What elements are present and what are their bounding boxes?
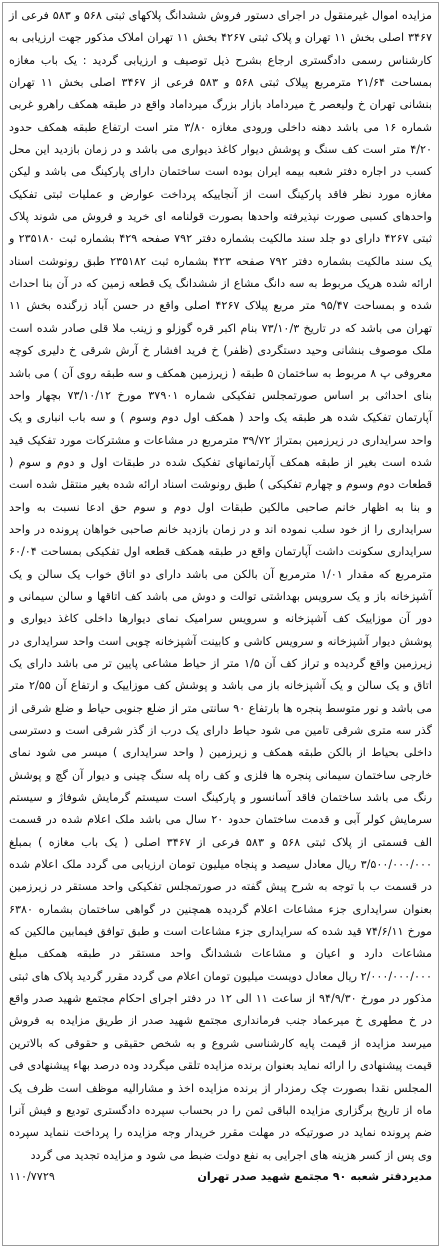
auction-notice: [2, 2, 439, 1246]
notice-body-text: مزایده اموال غیرمنقول در اجرای دستور فروش ششدانگ پلاکهای ثبتی ۵۶۸ و ۵۸۳ فرعی از ۳۴۶۷ اصلی بخش ۱۱ تهران و پلاک ثبتی ۴۲۶۷ بخش ۱۱ تهران املاک مذکور جهت ارزیابی به کارشناس رسمی دادگستری ارجاع بشرح ذیل توصیف و ارزیابی گردید : یک باب مغازه بمساحت ۲۱/۶۴ مترمربع پیلاک ثبتی ۵۶۸ و ۵۸۳ فرعی از ۳۴۶۷ اصلی بخش ۱۱ تهران بنشانی تهران خ ولیعصر خ میرداماد بازار بزرگ میرداماد واقع در طبقه همکف راهرو غربی شماره ۱۶ می باشد دهنه داخلی ورودی مغازه ۳/۸۰ متر است ارتفاع طبقه همکف حدود ۴/۲۰ متر است کف سنگ و پوشش دیوار کاغذ دیواری می باشد و در زمان بازدید این محل کسب در اجاره دفتر شعبه بیمه ایران بوده است ساختمان دارای پارکینگ می باشد و لیکن مغازه مورد نظر فاقد پارکینگ است از آنجاییکه پرداخت عوارض و عملیات ثبتی تفکیک واحدهای کسبی صورت نپذیرفته واحدها بصورت قولنامه ای خرید و فروش می شوند پلاک ثبتی ۴۲۶۷ دارای دو جلد سند مالکیت بشماره دفتر ۷۹۲ صفحه ۴۲۹ بشماره ثبت ۲۳۵۱۸۰ و یک سند مالکیت بشماره دفتر ۷۹۲ صفحه ۴۲۳ بشماره ثبت ۲۳۵۱۸۲ طبق رونوشت اسناد ارائه شده هریک مربوط به سه دانگ مشاع از ششدانگ یک قطعه زمین که در آن بنا احداث شده و بمساحت ۹۵/۴۷ متر مربع پیلاک ۴۲۶۷ اصلی واقع در حسن آباد زرگنده بخش ۱۱ تهران می باشد که در تاریخ ۷۳/۱۰/۳ بنام اکبر قره گوزلو و زینب ملا قلی صادر شده است ملک موصوف بنشانی وحید دستگردی (ظفر) خ فرید افشار خ آرش شرقی خ دلیری کوچه معروفی پ ۸ مربوط به ساختمان ۵ طبقه ( زیرزمین همکف و سه طبقه روی آن ) می باشد بنای احداثی بر اساس صورتمجلس تفکیکی شماره ۳۷۹۰۱ مورخ ۷۳/۱۰/۱۲ بچهار واحد آپارتمان تفکیک شده هر طبقه یک واحد ( همکف اول دوم وسوم ) و سه باب انباری و یک واحد سرایداری در زیرزمین بمتراژ ۳۹/۷۲ مترمربع در مشاعات و مشترکات مورد تفکیک قید شده است بغیر از طبقه همکف آپارتمانهای تفکیک شده در طبقات اول و دوم و سوم ( قطعات دوم وسوم و چهارم تفکیکی ) طبق رونوشت اسناد ارائه شده بغیر منتقل شده است و بنا به اظهار خانم صاحبی مالکین طبقات اول دوم و سوم حق ادعا نسبت به واحد سرایداری را از خود سلب نموده اند و در زمان بازدید خانم صاحبی خواهان پرونده در واحد سرایداری سکونت داشت آپارتمان واقع در طبقه همکف قطعه اول تفکیکی بمساحت ۶۰/۰۴ مترمربع که مقدار ۱/۰۱ مترمربع آن بالکن می باشد دارای دو اتاق خواب یک سالن و یک آشپزخانه باز و یک سرویس بهداشتی توالت و دوش می باشد کف اتاقها و سالن سیمانی و دور آن موزاییک کف آشپزخانه و سرویس سرامیک نمای دیوارها داخلی کاغذ دیواری و پوشش دیوار آشپزخانه و سرویس کاشی و کابینت آشپزخانه چوبی است واحد سرایداری در زیرزمین واقع گردیده و تراز کف آن ۱/۵ متر از حیاط مشاعی پایین تر می باشد دارای یک اتاق و یک سالن و یک آشپزخانه باز می باشد و پوشش کف موزاییک و ارتفاع آن ۲/۵۵ متر می باشد و نور متوسط پنجره ها بارتفاع ۹۰ سانتی متر از ضلع جنوبی حیاط و ضلع شرقی از گذر سه متری شرقی تامین می شود حیاط دارای یک درب از گذر شرقی است و دسترسی داخلی بحیاط از بالکن طبقه همکف و زیرزمین ( واحد سرایداری ) میسر می شود نمای خارجی ساختمان سیمانی پنجره ها فلزی و کف راه پله سنگ چینی و دیوار آن گچ و پوشش رنگ می باشد ساختمان فاقد آسانسور و پارکینگ است سیستم گرمایش شوفاژ و سیستم سرمایش کولر آبی و قدمت ساختمان حدود ۲۰ سال می باشد ملک اعلام شده در قسمت الف قسمتی از پلاک ثبتی ۵۶۸ و ۵۸۳ فرعی از ۳۴۶۷ اصلی ( یک باب مغازه ) بمبلغ ۳/۵۰۰/۰۰۰/۰۰۰ ریال معادل سیصد و پنجاه میلیون تومان ارزیابی می گردد ملک اعلام شده در قسمت ب با توجه به شرح پیش گفته در صورتمجلس تفکیکی واحد مستقر در زیرزمین بعنوان سرایداری جزء مشاعات اعلام گردیده همچنین در گواهی ساختمان بشماره ۶۳۸۰ مورخ ۷۴/۶/۱۱ قید شده که سرایداری جزء مشاعات است و طبق توافق فیمابین مالکین که مشاعات دارد و اعیان و مشاعات ششدانگ واحد مستقر در طبقه همکف مبلغ ۲/۰۰۰/۰۰۰/۰۰۰ ریال معادل دویست میلیون تومان اعلام می گردد مقرر گردید پلاک های ثبتی مذکور در مورخ ۹۴/۹/۳۰ از ساعت ۱۱ الی ۱۲ در دفتر اجرای احکام مجتمع شهید صدر واقع در خ مطهری خ میرعماد جنب فرمانداری مجتمع شهید صدر از طریق مزایده به فروش میرسد مزایده از قیمت پایه کارشناسی شروع و به شخص حقیقی و حقوقی که بالاترین قیمت پیشنهادی را ارائه نماید بعنوان برنده مزایده تلقی میگردد وده درصد بهاء پیشنهادی فی المجلس نقدا بصورت چک رمزدار از برنده مزایده اخذ و مشارالیه موظف است ظرف یک ماه از تاریخ برگزاری مزایده الباقی ثمن را در بحساب سپرده دادگستری تودیع و فیش آنرا ضم پرونده نماید در صورتیکه در مهلت مقرر خریدار وجه مزایده را پرداخت ننماید سپرده وی پس از کسر هزینه های اجرایی به نفع دولت ضبط می شود و مزایده تجدید می گردد: [9, 9, 433, 1162]
notice-reference-code: ۱۱۰/۷۷۲۹: [9, 1169, 55, 1183]
notice-footer: [9, 1167, 432, 1187]
issuer-signature-line: مدیردفتر شعبه ۹۰ مجتمع شهید صدر تهران: [197, 1169, 432, 1183]
